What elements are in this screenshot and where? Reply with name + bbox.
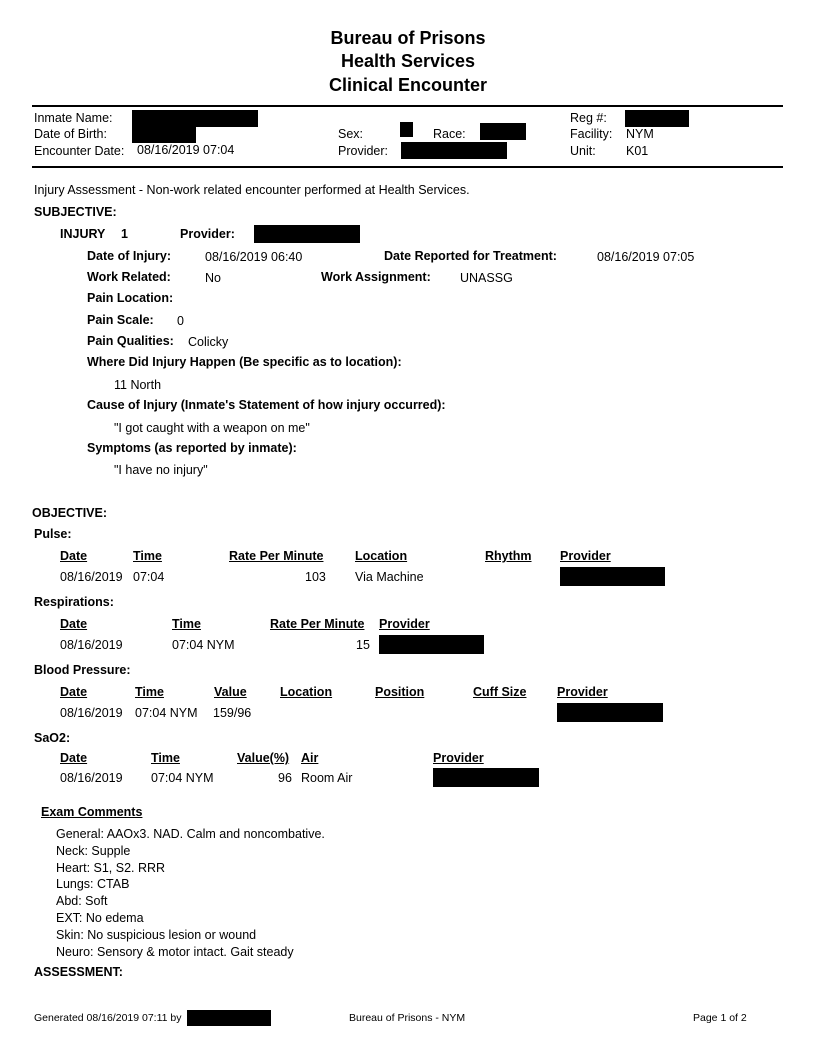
injury-number: 1 [121,227,128,241]
footer-generated: Generated 08/16/2019 07:11 by [34,1012,182,1024]
exam-line: EXT: No edema [56,910,144,925]
pulse-header-location: Location [355,549,408,563]
pulse-rate: 103 [305,570,326,584]
sao2-air: Room Air [301,771,353,785]
pulse-location: Via Machine [355,570,424,584]
pain-location-label: Pain Location: [87,291,174,305]
cause-value: "I got caught with a weapon on me" [114,421,310,435]
exam-comments-heading: Exam Comments [41,805,143,819]
work-related-label: Work Related: [87,270,171,284]
redaction-generated-by [187,1010,271,1026]
cause-label: Cause of Injury (Inmate's Statement of how injury occurred): [87,398,446,412]
sao2-header-air: Air [301,751,319,765]
objective-heading: OBJECTIVE: [32,506,108,520]
exam-comments-list [56,826,325,960]
inmate-name-label: Inmate Name: [34,111,113,125]
bp-value: 159/96 [213,706,252,720]
sao2-time: 07:04 NYM [151,771,214,785]
header-top-rule [32,105,783,107]
respirations-heading: Respirations: [34,595,114,609]
sao2-header-date: Date [60,751,88,765]
resp-time: 07:04 NYM [172,638,235,652]
redaction-inmate-name [132,110,258,127]
redaction-sex [400,122,413,137]
footer-center: Bureau of Prisons - NYM [349,1012,466,1024]
injury-provider-label: Provider: [180,227,235,241]
redaction-pulse-provider [560,567,665,586]
sao2-header-value: Value(%) [237,751,290,765]
race-label: Race: [433,127,466,141]
pulse-header-time: Time [133,549,162,563]
assessment-heading: ASSESSMENT: [34,965,123,979]
encounter-date-label: Encounter Date: [34,144,125,158]
pulse-header-date: Date [60,549,88,563]
resp-rate: 15 [356,638,370,652]
sao2-heading: SaO2: [34,731,71,745]
reg-label: Reg #: [570,111,607,125]
resp-header-rate: Rate Per Minute [270,617,365,631]
exam-line: Abd: Soft [56,894,108,909]
sex-label: Sex: [338,127,364,141]
redaction-dob [132,126,196,143]
redaction-sao2-provider [433,768,539,787]
exam-line: Neuro: Sensory & motor intact. Gait steady [56,944,294,959]
footer-page-number: Page 1 of 2 [693,1012,747,1024]
bp-date: 08/16/2019 [60,706,123,720]
resp-date: 08/16/2019 [60,638,123,652]
encounter-date-value: 08/16/2019 07:04 [137,143,235,157]
injury-label: INJURY [60,227,106,241]
exam-line: Neck: Supple [56,843,131,858]
unit-value: K01 [626,144,649,158]
work-related-value: No [205,271,221,285]
symptoms-value: "I have no injury" [114,463,208,477]
pulse-date: 08/16/2019 [60,570,123,584]
pulse-heading: Pulse: [34,527,72,541]
header-bottom-rule [32,166,783,168]
redaction-bp-provider [557,703,663,722]
bp-header-position: Position [375,685,425,699]
redaction-reg [625,110,689,127]
pain-scale-value: 0 [177,314,184,328]
unit-label: Unit: [570,144,596,158]
symptoms-label: Symptoms (as reported by inmate): [87,441,297,455]
exam-line: Skin: No suspicious lesion or wound [56,927,257,942]
redaction-provider [401,142,507,159]
resp-header-time: Time [172,617,201,631]
bp-heading: Blood Pressure: [34,663,131,677]
redaction-race [480,123,526,140]
bp-header-location: Location [280,685,333,699]
date-reported-label: Date Reported for Treatment: [384,249,557,263]
bp-header-cuff-size: Cuff Size [473,685,527,699]
work-assignment-label: Work Assignment: [321,270,431,284]
title-health-services: Health Services [340,51,476,71]
facility-value: NYM [626,127,654,141]
pulse-header-provider: Provider [560,549,611,563]
bp-header-value: Value [214,685,247,699]
date-of-injury-label: Date of Injury: [87,249,172,263]
pain-scale-label: Pain Scale: [87,313,154,327]
redaction-resp-provider [379,635,484,654]
date-of-injury-value: 08/16/2019 06:40 [205,250,303,264]
sao2-header-provider: Provider [433,751,484,765]
bp-time: 07:04 NYM [135,706,198,720]
sao2-value: 96 [278,771,292,785]
where-label: Where Did Injury Happen (Be specific as to location): [87,355,402,369]
redaction-injury-provider [254,225,360,243]
title-bureau: Bureau of Prisons [330,28,486,48]
pain-qualities-value: Colicky [188,335,229,349]
pulse-header-rate: Rate Per Minute [229,549,324,563]
resp-header-provider: Provider [379,617,430,631]
subjective-heading: SUBJECTIVE: [34,205,117,219]
exam-line: General: AAOx3. NAD. Calm and noncombative. [56,827,325,841]
bp-header-provider: Provider [557,685,608,699]
title-clinical-encounter: Clinical Encounter [328,75,488,95]
exam-line: Lungs: CTAB [56,877,130,892]
encounter-intro: Injury Assessment - Non-work related encounter performed at Health Services. [34,183,470,197]
exam-line: Heart: S1, S2. RRR [56,860,166,875]
work-assignment-value: UNASSG [460,271,513,285]
dob-label: Date of Birth: [34,127,107,141]
resp-header-date: Date [60,617,88,631]
sao2-header-time: Time [151,751,180,765]
pain-qualities-label: Pain Qualities: [87,334,174,348]
date-reported-value: 08/16/2019 07:05 [597,250,695,264]
pulse-time: 07:04 [133,570,165,584]
sao2-date: 08/16/2019 [60,771,123,785]
where-value: 11 North [114,378,162,392]
provider-label: Provider: [338,144,389,158]
bp-header-date: Date [60,685,88,699]
facility-label: Facility: [570,127,613,141]
pulse-header-rhythm: Rhythm [485,549,532,563]
bp-header-time: Time [135,685,164,699]
